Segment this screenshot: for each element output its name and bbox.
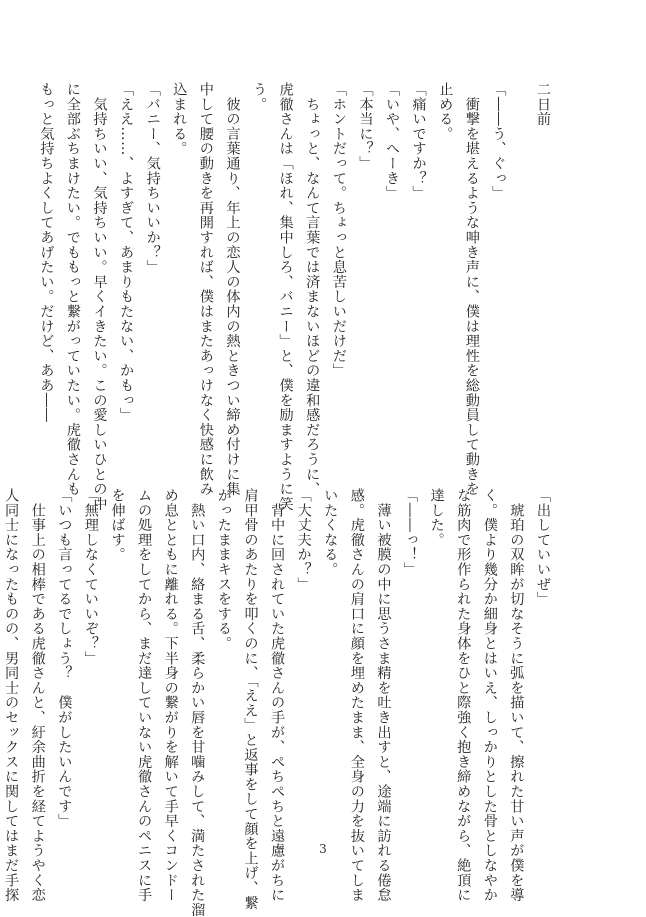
text-line: 「痛いですか？」 bbox=[410, 82, 427, 201]
text-line: を伸ばす。 bbox=[109, 488, 126, 562]
text-line: に全部ぶちまけたい。でももっと繋がっていたい。虎徹さんも bbox=[64, 82, 81, 497]
text-line: 「――っ！」 bbox=[402, 488, 419, 577]
text-line: 「いつも言ってるでしょう？ 僕がしたいんです」 bbox=[56, 488, 73, 829]
text-line: 衝撃を堪えるような呻き声に、僕は理性を総動員して動きを bbox=[463, 82, 480, 497]
text-line: 達した。 bbox=[428, 488, 445, 548]
text-line: 虎徹さんは「ほれ、集中しろ、バニー」と、僕を励ますように笑 bbox=[277, 82, 294, 512]
text-line: がったままキスをする。 bbox=[215, 488, 232, 651]
text-line: 「出していいぜ」 bbox=[535, 488, 551, 607]
text-line: いたくなる。 bbox=[322, 488, 339, 577]
text-line: 仕事上の相棒である虎徹さんと、紆余曲折を経てようやく恋 bbox=[29, 488, 46, 903]
text-line: 熱い口内、絡まる舌、柔らかい唇を甘噛みして、満たされた溜 bbox=[189, 488, 206, 917]
text-line: 薄い被膜の中に思うさま精を吐き出すと、途端に訪れる倦怠 bbox=[375, 488, 392, 903]
text-line: 「本当に？」 bbox=[357, 82, 374, 171]
text-line: く。僕より幾分か細身とはいえ、しっかりとした骨としなやか bbox=[481, 488, 498, 903]
text-line: な筋肉で形作られた身体をひと際強く抱き締めながら、絶頂に bbox=[455, 488, 472, 903]
text-line: 気持ちいい、気持ちいい。早くイきたい。この愛しいひとの中 bbox=[91, 82, 108, 512]
text-line: 人同士になったものの、男同士のセックスに関してはまだ手探 bbox=[3, 488, 20, 903]
text-line: め息とともに離れる。下半身の繋がりを解いて手早くコンドー bbox=[162, 488, 179, 903]
text-block-top bbox=[33, 82, 556, 512]
text-line: 止める。 bbox=[437, 82, 454, 142]
text-line: 「無理しなくていいぞ？」 bbox=[82, 488, 99, 666]
text-line: 「バニー、気持ちいいか？」 bbox=[144, 82, 161, 275]
text-line: ムの処理をしてから、まだ達していない虎徹さんのペニスに手 bbox=[136, 488, 153, 903]
text-line: 彼の言葉通り、年上の恋人の体内の熱ときつい締め付けに集 bbox=[224, 82, 241, 497]
text-line: う。 bbox=[251, 82, 268, 112]
text-line: 「ええ……、よすぎて、あまりもたない、かもっ」 bbox=[118, 82, 135, 423]
title-spacer bbox=[511, 82, 529, 412]
text-line: 琥珀の双眸が切なそうに弧を描いて、擦れた甘い声が僕を導 bbox=[508, 488, 525, 903]
text-line: 「いや、へーき」 bbox=[384, 82, 401, 201]
text-line: 背中に回されていた虎徹さんの手が、ぺちぺちと遠慮がちに bbox=[269, 488, 286, 903]
text-line: 「――う、ぐっ」 bbox=[490, 82, 507, 201]
top-lines-container bbox=[33, 82, 512, 512]
text-line: もっと気持ちよくしてあげたい。だけど、ああ―― bbox=[38, 82, 55, 423]
text-line: 肩甲骨のあたりを叩くのに、「ええ」と返事をして顔を上げ、繋 bbox=[242, 488, 259, 911]
text-line: ちょっと、なんて言葉では済まないほどの違和感だろうに、 bbox=[304, 82, 321, 497]
text-line: 込まれる。 bbox=[171, 82, 188, 156]
text-line: 中して腰の動きを再開すれば、僕はまたあっけなく快感に飲み bbox=[197, 82, 214, 497]
text-line: 「ホントだって。ちょっと息苦しいだけだ」 bbox=[330, 82, 347, 378]
page-number: 3 bbox=[319, 842, 327, 856]
bottom-lines-container bbox=[0, 488, 556, 917]
chapter-title: 二日前 bbox=[535, 82, 551, 127]
text-block-bottom bbox=[0, 488, 556, 917]
text-line: 感。虎徹さんの肩口に顔を埋めたまま、全身の力を抜いてしま bbox=[348, 488, 365, 903]
text-line: 「大丈夫か？」 bbox=[295, 488, 312, 592]
